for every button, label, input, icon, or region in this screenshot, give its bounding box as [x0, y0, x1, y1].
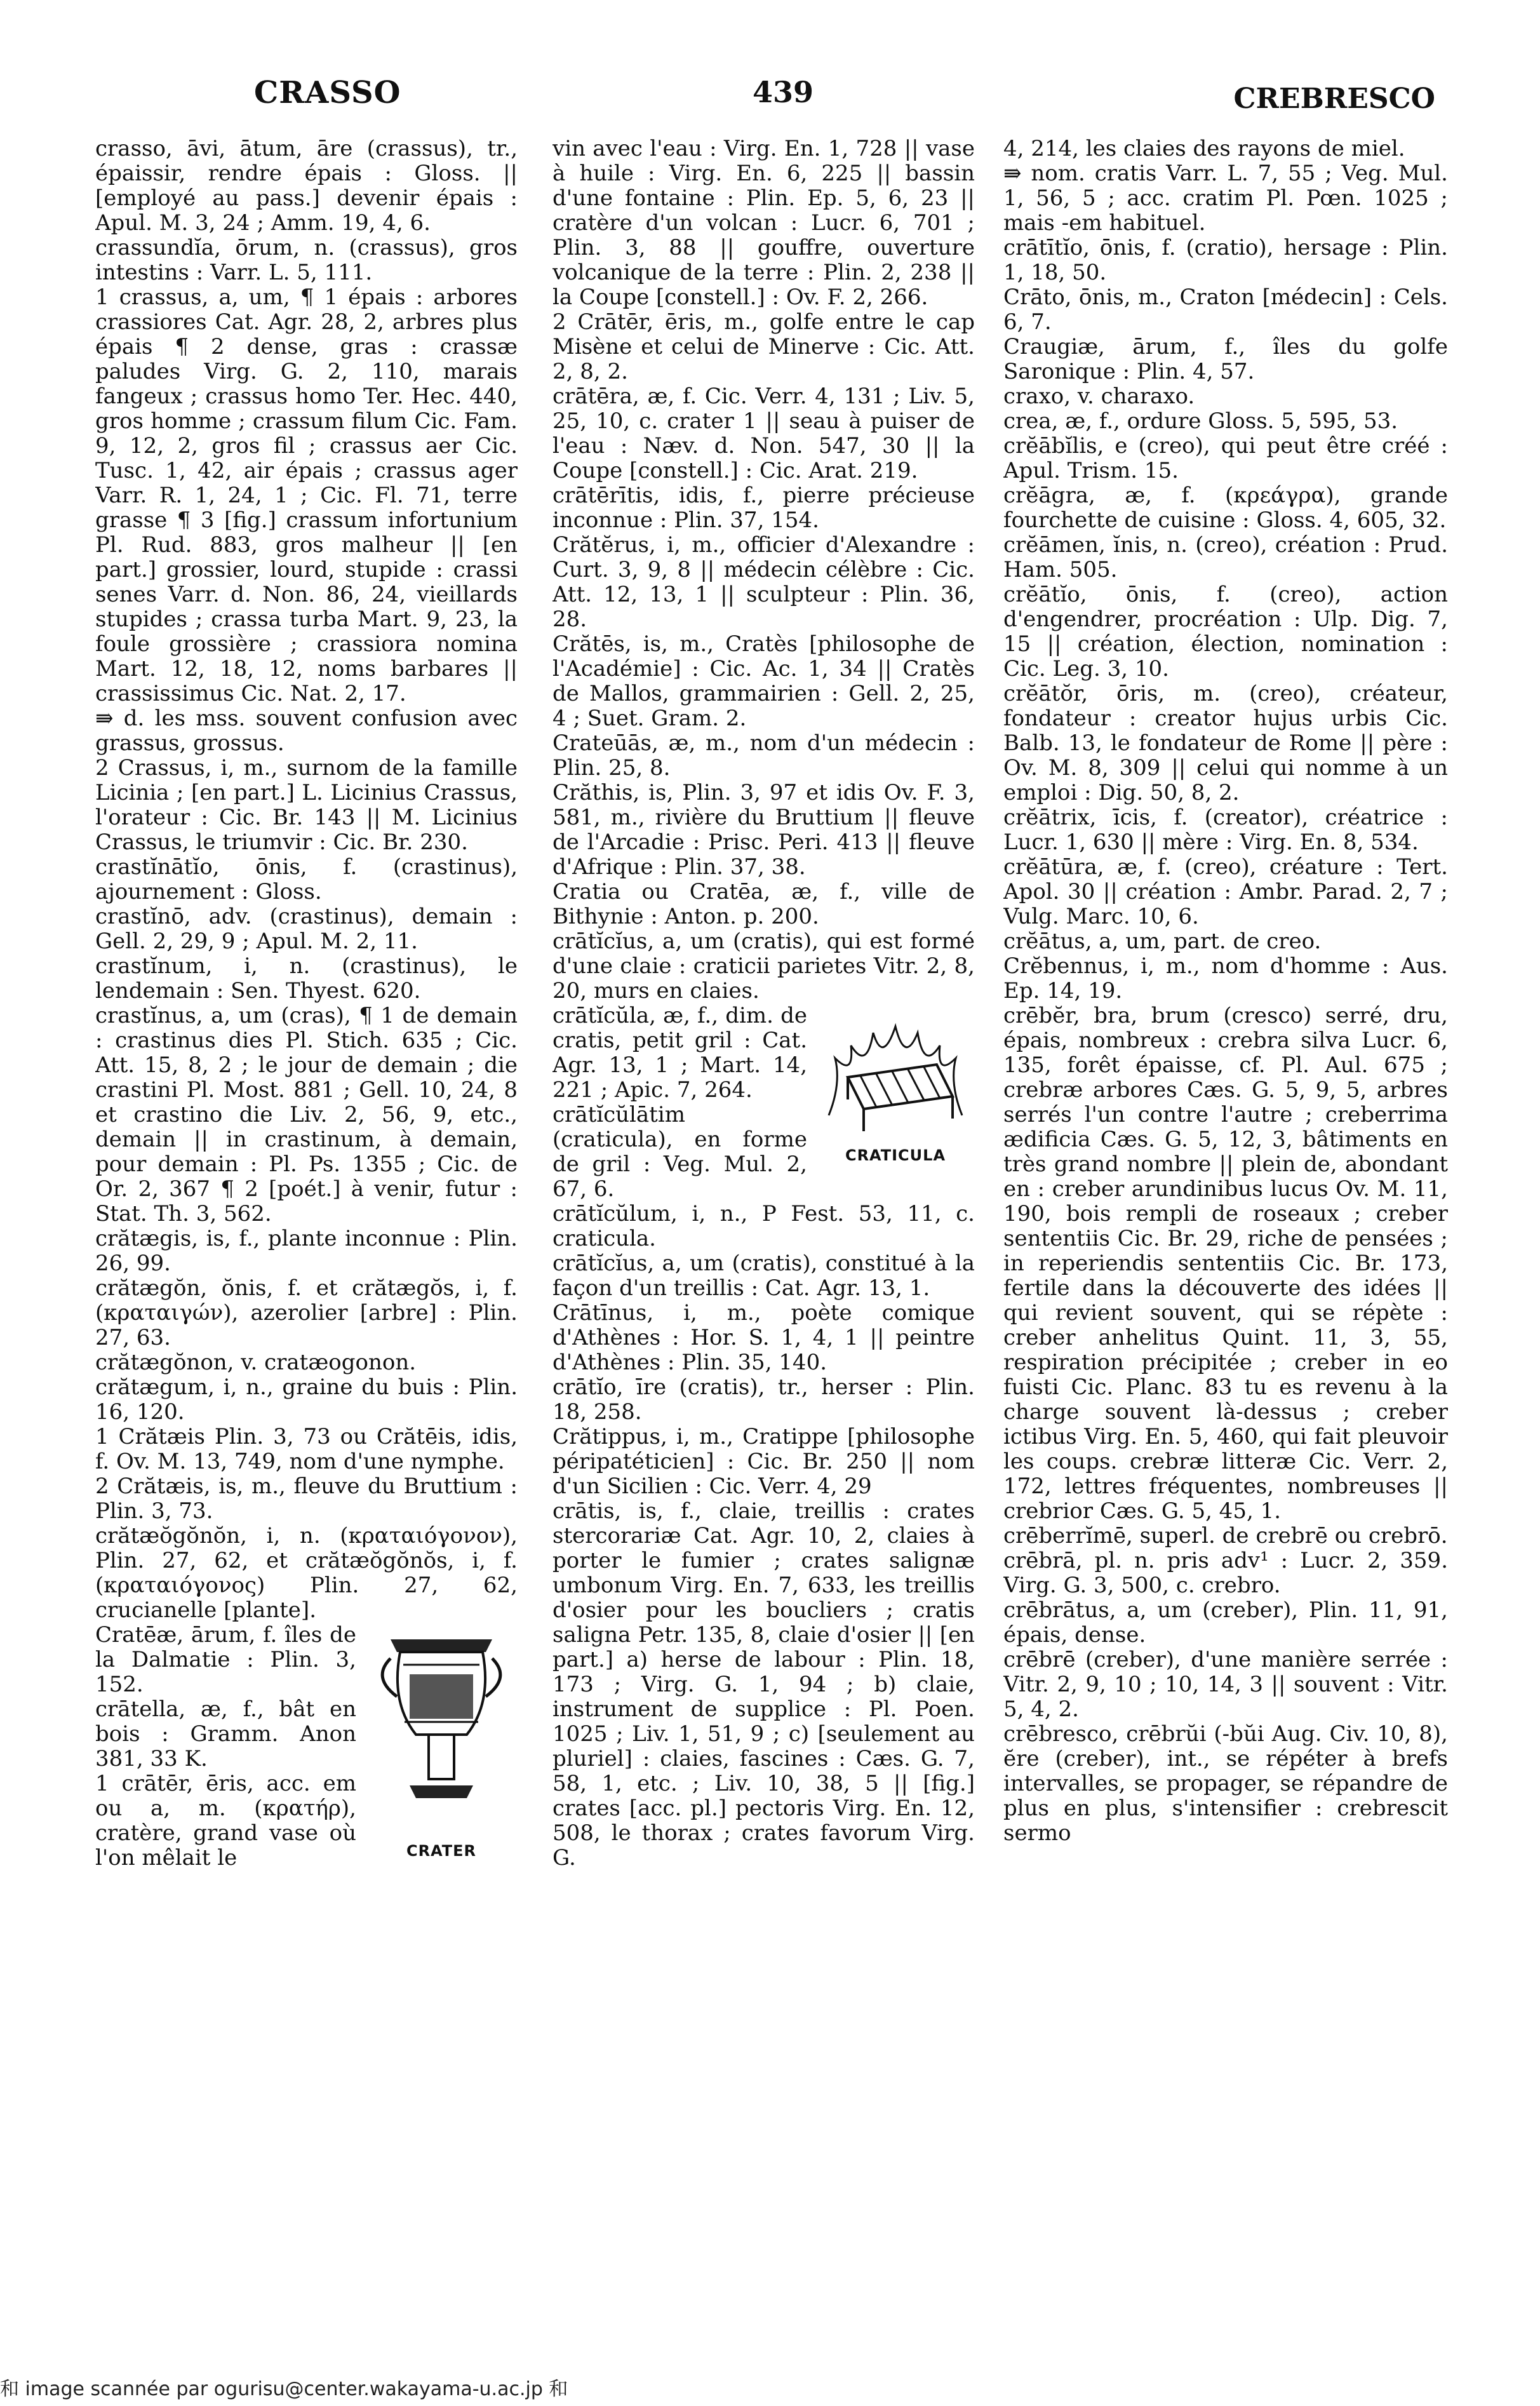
entry: crātella, æ, f., bât en bois : Gramm. Anon 381, 33 K.: [95, 1697, 356, 1771]
entry: crātēra, æ, f. Cic. Verr. 4, 131 ; Liv. 5, 25, 10, c. crater 1 || seau à puiser de l'eau : Næv. d. Non. 547, 30 || la Coupe [constell.] : Cic. Arat. 219.: [552, 384, 975, 483]
entry: craxo, v. charaxo.: [1003, 384, 1195, 409]
entry: crātĭcŭla, æ, f., dim. de cratis, petit gril : Cat. Agr. 13, 1 ; Mart. 14, 221 ; Apic. 7, 264.: [552, 1003, 807, 1103]
header-last-word: CREBRESCO: [1233, 83, 1435, 115]
column-1: [95, 137, 518, 2271]
entry: crastĭnus, a, um (cras), ¶ 1 de demain : crastinus dies Pl. Stich. 635 ; Cic. Att. 15, 8, 2 ; le jour de demain ; die crastini Pl. Most. 881 ; Gell. 10, 24, 8 et crastino die Liv. 2, 56, 9, etc., demain || in crastinum, à demain, pour demain : Pl. Ps. 1355 ; Cic. de Or. 2, 367 ¶ 2 [poét.] à venir, futur : Stat. Th. 3, 562.: [95, 1003, 518, 1227]
entry: Crătĕrus, i, m., officier d'Alexandre : Curt. 3, 9, 8 || médecin célèbre : Cic. Att. 12, 13, 1 || sculpteur : Plin. 36, 28.: [552, 532, 975, 632]
entry: crātĭcĭus, a, um (cratis), qui est formé d'une claie : craticii parietes Vitr. 2, 8, 20, murs en claies.: [552, 929, 975, 1004]
entry: Craugiæ, ārum, f., îles du golfe Saronique : Plin. 4, 57.: [1003, 334, 1448, 384]
entry: Crătēs, is, m., Cratès [philosophe de l'Académie] : Cic. Ac. 1, 34 || Cratès de Mallos, grammairien : Gell. 2, 25, 4 ; Suet. Gram. 2.: [552, 631, 975, 731]
entry: crēbrātus, a, um (creber), Plin. 11, 91, épais, dense.: [1003, 1597, 1448, 1648]
gridiron-illustration: [816, 1007, 975, 1141]
entry: crātĭcŭlātim (craticula), en forme de gril : Veg. Mul. 2, 67, 6.: [552, 1102, 807, 1202]
entry: Crateūās, æ, m., nom d'un médecin : Plin. 25, 8.: [552, 730, 975, 781]
column-2: [552, 137, 975, 2271]
entry: crēbresco, crēbrŭi (-bŭi Aug. Civ. 10, 8), ĕre (creber), int., se répéter à brefs intervalles, se propager, se répandre de plus en plus, s'intensifier : crebrescit sermo: [1003, 1721, 1448, 1846]
entry: crēbĕr, bra, brum (cresco) serré, dru, épais, nombreux : crebra silva Lucr. 6, 135, forêt épaisse, cf. Pl. Aul. 675 ; crebræ arbores Cæs. G. 5, 9, 5, arbres serrés l'un contre l'autre ; creberrima ædificia Cæs. G. 5, 12, 3, bâtiments en très grand nombre || plein de, abondant en : creber arundinibus lucus Ov. M. 11, 190, bois rempli de roseaux ; creber sententiis Cic. Br. 29, riche de pensées ; in reperiendis sententiis Cic. Br. 173, fertile dans la découverte des idées || qui revient souvent, qui se répète : creber anhelitus Quint. 11, 3, 55, respiration précipitée ; creber in eo fuisti Cic. Planc. 83 tu es revenu à la charge souvent là-dessus ; creber ictibus Virg. En. 5, 460, qui fait pleuvoir les coups. crebræ litteræ Cic. Verr. 2, 172, lettres fréquentes, nombreuses || crebrior Cæs. G. 5, 45, 1.: [1003, 1003, 1448, 1524]
entry: crĕāmen, ĭnis, n. (creo), création : Prud. Ham. 505.: [1003, 532, 1448, 582]
entry: crātĭcŭlum, i, n., P Fest. 53, 11, c. craticula.: [552, 1201, 975, 1251]
entry: Cratēæ, ārum, f. îles de la Dalmatie : Plin. 3, 152.: [95, 1622, 356, 1697]
entry: crĕātĭo, ōnis, f. (creo), action d'engendrer, procréation : Ulp. Dig. 7, 15 || création, élection, nomination : Cic. Leg. 3, 10.: [1003, 582, 1448, 682]
entry: Cratia ou Cratēa, æ, f., ville de Bithynie : Anton. p. 200.: [552, 879, 975, 929]
entry: crătægum, i, n., graine du buis : Plin. 16, 120.: [95, 1374, 518, 1425]
entry: crassundĭa, ōrum, n. (crassus), gros intestins : Varr. L. 5, 111.: [95, 235, 518, 285]
entry: crea, æ, f., ordure Gloss. 5, 595, 53.: [1003, 408, 1398, 434]
entry: crātĭcĭus, a, um (cratis), constitué à la façon d'un treillis : Cat. Agr. 13, 1.: [552, 1251, 975, 1301]
crater-vase-illustration: [365, 1627, 518, 1836]
column-3: [1003, 137, 1448, 2271]
entry: crătægŏn, ŏnis, f. et crătægŏs, i, f. (κραταιγών), azerolier [arbre] : Plin. 27, 63.: [95, 1275, 518, 1350]
entry: 2 Crătæis, is, m., fleuve du Bruttium : Plin. 3, 73.: [95, 1474, 518, 1524]
crater-figure-label: CRATER: [406, 1842, 477, 1860]
entry: crastĭnō, adv. (crastinus), demain : Gell. 2, 29, 9 ; Apul. M. 2, 11.: [95, 904, 518, 954]
entry: 1 crātēr, ēris, acc. em ou a, m. (κρατήρ), cratère, grand vase où l'on mêlait le: [95, 1771, 356, 1871]
entry: crĕāgra, æ, f. (κρεάγρα), grande fourchette de cuisine : Gloss. 4, 605, 32.: [1003, 483, 1448, 533]
entry: crasso, āvi, ātum, āre (crassus), tr., épaissir, rendre épais : Gloss. || [employé au pass.] devenir épais : Apul. M. 3, 24 ; Amm. 19, 4, 6.: [95, 137, 518, 236]
entry: ⇛ d. les mss. souvent confusion avec grassus, grossus.: [95, 706, 518, 756]
header-first-word: CRASSO: [254, 75, 401, 111]
entry: 4, 214, les claies des rayons de miel.: [1003, 137, 1405, 161]
entry: ⇛ nom. cratis Varr. L. 7, 55 ; Veg. Mul. 1, 56, 5 ; acc. cratim Pl. Pœn. 1025 ; mais -em habituel.: [1003, 161, 1448, 236]
entry: crātērītis, idis, f., pierre précieuse inconnue : Plin. 37, 154.: [552, 483, 975, 533]
entry: crātītĭo, ōnis, f. (cratio), hersage : Plin. 1, 18, 50.: [1003, 235, 1448, 285]
entry: crĕātūra, æ, f. (creo), créature : Tert. Apol. 30 || création : Ambr. Parad. 2, 7 ; Vulg. Marc. 10, 6.: [1003, 854, 1448, 929]
entry: crastĭnum, i, n. (crastinus), le lendemain : Sen. Thyest. 620.: [95, 953, 518, 1004]
scan-credit-footer: 和 image scannée par ogurisu@center.wakayama-u.ac.jp 和: [0, 2378, 568, 2400]
entry: 2 Crātēr, ēris, m., golfe entre le cap Misène et celui de Minerve : Cic. Att. 2, 8, 2.: [552, 309, 975, 384]
entry: crătægis, is, f., plante inconnue : Plin. 26, 99.: [95, 1226, 518, 1276]
craticula-figure: [816, 1007, 975, 1168]
entry: crătæŏgŏnŏn, i, n. (κραταιόγονον), Plin. 27, 62, et crătæŏgŏnŏs, i, f. (κραταιόγονος) Plin. 27, 62, crucianelle [plante].: [95, 1523, 518, 1623]
entry: crēberrĭmē, superl. de crebrē ou crebrō.: [1003, 1523, 1448, 1549]
entry: Crătippus, i, m., Cratippe [philosophe péripatéticien] : Cic. Br. 250 || nom d'un Sicilien : Cic. Verr. 4, 29: [552, 1424, 975, 1499]
entry: Crāto, ōnis, m., Craton [médecin] : Cels. 6, 7.: [1003, 285, 1448, 335]
entry: Crăthis, is, Plin. 3, 97 et idis Ov. F. 3, 581, m., rivière du Bruttium || fleuve de l'Arcadie : Prisc. Peri. 413 || fleuve d'Afrique : Plin. 37, 38.: [552, 780, 975, 880]
page-number: 439: [753, 75, 814, 109]
entry: crĕātŏr, ōris, m. (creo), créateur, fondateur : creator hujus urbis Cic. Balb. 13, le fondateur de Rome || père : Ov. M. 8, 309 || celui qui nomme à un emploi : Dig. 50, 8, 2.: [1003, 681, 1448, 805]
page-header: [254, 75, 1435, 126]
entry: crĕātrix, īcis, f. (creator), créatrice : Lucr. 1, 630 || mère : Virg. En. 8, 534.: [1003, 805, 1448, 855]
entry: crēbrā, pl. n. pris adv¹ : Lucr. 2, 359. Virg. G. 3, 500, c. crebro.: [1003, 1548, 1448, 1598]
crater-figure: [365, 1627, 518, 1864]
entry: crătægŏnon, v. cratæogonon.: [95, 1350, 417, 1375]
entry: crastĭnātĭo, ōnis, f. (crastinus), ajournement : Gloss.: [95, 854, 518, 904]
craticula-figure-label: CRATICULA: [845, 1146, 946, 1164]
entry: 2 Crassus, i, m., surnom de la famille Licinia ; [en part.] L. Licinius Crassus, l'orateur : Cic. Br. 143 || M. Licinius Crassus, le triumvir : Cic. Br. 230.: [95, 755, 518, 855]
entry: crātĭo, īre (cratis), tr., herser : Plin. 18, 258.: [552, 1374, 975, 1425]
entry: crĕābĭlis, e (creo), qui peut être créé : Apul. Trism. 15.: [1003, 433, 1448, 483]
entry: vin avec l'eau : Virg. En. 1, 728 || vase à huile : Virg. En. 6, 225 || bassin d'une fontaine : Plin. Ep. 5, 6, 23 || cratère d'un volcan : Lucr. 6, 701 ; Plin. 3, 88 || gouffre, ouverture volcanique de la terre : Plin. 2, 238 || la Coupe [constell.] : Ov. F. 2, 266.: [552, 137, 975, 310]
entry: Crĕbennus, i, m., nom d'homme : Aus. Ep. 14, 19.: [1003, 953, 1448, 1004]
entry: crēbrē (creber), d'une manière serrée : Vitr. 2, 9, 10 ; 10, 14, 3 || souvent : Vitr. 5, 4, 2.: [1003, 1647, 1448, 1722]
entry: crĕātus, a, um, part. de creo.: [1003, 929, 1322, 954]
entry: Crātīnus, i, m., poète comique d'Athènes : Hor. S. 1, 4, 1 || peintre d'Athènes : Plin. 35, 140.: [552, 1300, 975, 1375]
entry: 1 crassus, a, um, ¶ 1 épais : arbores crassiores Cat. Agr. 28, 2, arbres plus épais ¶ 2 dense, gras : crassæ paludes Virg. G. 2, 110, marais fangeux ; crassus homo Ter. Hec. 440, gros homme ; crassum filum Cic. Fam. 9, 12, 2, gros fil ; crassus aer Cic. Tusc. 1, 42, air épais ; crassus ager Varr. R. 1, 24, 1 ; Cic. Fl. 71, terre grasse ¶ 3 [fig.] crassum infortunium Pl. Rud. 883, gros malheur || [en part.] grossier, lourd, stupide : crassi senes Varr. d. Non. 86, 24, vieillards stupides ; crassa turba Mart. 9, 23, la foule grossière ; crassiora nomina Mart. 12, 18, 12, noms barbares || crassissimus Cic. Nat. 2, 17.: [95, 285, 518, 706]
entry: 1 Crătæis Plin. 3, 73 ou Crătēis, idis, f. Ov. M. 13, 749, nom d'une nymphe.: [95, 1424, 518, 1474]
entry: crātis, is, f., claie, treillis : crates stercorariæ Cat. Agr. 10, 2, claies à porter le fumier ; crates salignæ umbonum Virg. En. 7, 633, les treillis d'osier pour les boucliers ; cratis saligna Petr. 135, 8, claie d'osier || [en part.] a) herse de labour : Plin. 18, 173 ; Virg. G. 1, 94 ; b) claie, instrument de supplice : Pl. Poen. 1025 ; Liv. 1, 51, 9 ; c) [seulement au pluriel] : claies, fascines : Cæs. G. 7, 58, 1, etc. ; Liv. 10, 38, 5 || [fig.] crates [acc. pl.] pectoris Virg. En. 12, 508, le thorax ; crates favorum Virg. G.: [552, 1498, 975, 1871]
